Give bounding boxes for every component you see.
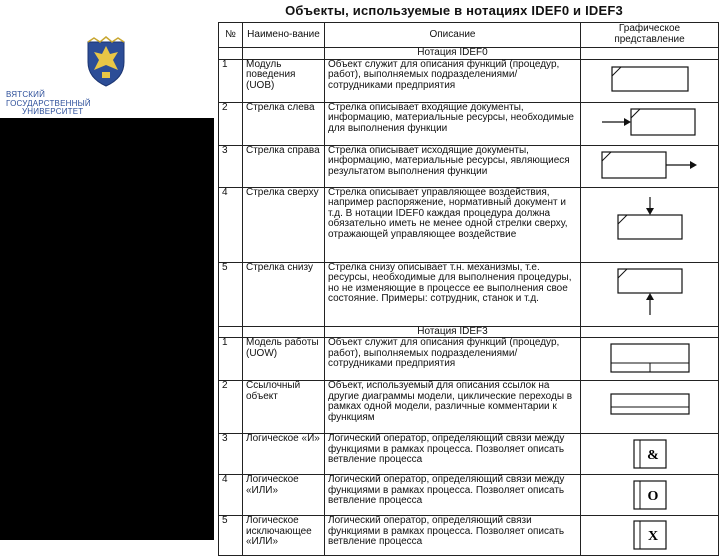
section-row-idef3	[219, 326, 719, 338]
row-desc: Стрелка описывает исходящие документы, информацию, материальные ресурсы, являющиеся результатом выполнения функции	[325, 145, 581, 187]
uow-box-icon	[610, 343, 690, 373]
xor-symbol: X	[647, 529, 658, 545]
graphic-cell	[581, 516, 719, 556]
table-row	[219, 434, 719, 475]
graphic-cell	[581, 145, 719, 187]
row-desc: Стрелка описывает входящие документы, информацию, материальные ресурсы, необходимые для выполнения функции	[325, 102, 581, 145]
table-row	[219, 102, 719, 145]
idef-objects-table	[218, 22, 719, 556]
table-row	[219, 262, 719, 326]
row-desc: Стрелка снизу описывает т.н. механизмы, т.е. ресурсы, необходимые для выполнения процедуры, но не изменяющие в процессе ее выполнения свое состояние. Примеры: сотрудник, станок и т.д.	[325, 262, 581, 326]
row-desc: Объект, используемый для описания ссылок на другие диаграммы модели, циклические переходы в рамках одной модели, различные комментарии к функциям	[325, 381, 581, 434]
university-name-line-1: ВЯТСКИЙ	[6, 90, 46, 99]
arrow-right-output-icon	[600, 150, 700, 180]
graphic-cell	[581, 262, 719, 326]
header-desc: Описание	[325, 23, 581, 48]
row-num: 1	[219, 59, 243, 102]
university-name-line-3: УНИВЕРСИТЕТ	[22, 107, 84, 116]
table-row	[219, 59, 719, 102]
row-name: Логическое «ИЛИ»	[243, 475, 325, 516]
graphic-cell	[581, 381, 719, 434]
row-name: Логическое исключающее «ИЛИ»	[243, 516, 325, 556]
logic-and-junction-icon	[630, 439, 670, 469]
and-symbol: &	[646, 448, 659, 464]
table-header-row	[219, 23, 719, 48]
row-desc: Логический оператор, определяющий связи между функциями в рамках процесса. Позволяет описать ветвление процесса	[325, 475, 581, 516]
row-num: 2	[219, 381, 243, 434]
university-name-line-2: ГОСУДАРСТВЕННЫЙ	[6, 98, 91, 108]
graphic-cell	[581, 475, 719, 516]
row-num: 5	[219, 262, 243, 326]
document-title: Объекты, используемые в нотациях IDEF0 и IDEF3	[285, 3, 623, 18]
logic-xor-junction-icon	[630, 520, 670, 550]
graphic-cell	[581, 59, 719, 102]
table-row	[219, 475, 719, 516]
header-graph: Графическое представление	[581, 23, 719, 48]
arrow-top-control-icon	[610, 196, 690, 242]
logic-or-junction-icon	[630, 480, 670, 510]
section-row-idef0	[219, 48, 719, 60]
header-name: Наимено-вание	[243, 23, 325, 48]
row-name: Ссылочный объект	[243, 381, 325, 434]
row-desc: Логический оператор, определяющий связи функциями в рамках процесса. Позволяет описать ветвление процесса	[325, 516, 581, 556]
row-desc: Стрелка описывает управляющее воздействия, например распоряжение, нормативный документ и т.д. В нотации IDEF0 каждая процедура должна обязательно иметь не менее одной стрелки сверху, отражающей управляющее воздействие	[325, 187, 581, 262]
graphic-cell	[581, 338, 719, 381]
row-num: 1	[219, 338, 243, 381]
row-num: 5	[219, 516, 243, 556]
logo-panel	[0, 0, 214, 118]
table-row	[219, 338, 719, 381]
graphic-cell	[581, 434, 719, 475]
row-num: 3	[219, 434, 243, 475]
table-row	[219, 516, 719, 556]
row-name: Логическое «И»	[243, 434, 325, 475]
row-desc: Объект служит для описания функций (процедур, работ), выполняемых подразделениями/сотрудниками предприятия	[325, 59, 581, 102]
document-page	[214, 0, 720, 548]
referent-box-icon	[610, 393, 690, 415]
graphic-cell	[581, 187, 719, 262]
row-desc: Объект служит для описания функций (процедур, работ), выполняемых подразделениями/сотрудниками предприятия	[325, 338, 581, 381]
header-num: №	[219, 23, 243, 48]
table-row	[219, 381, 719, 434]
row-name: Модель работы (UOW)	[243, 338, 325, 381]
row-name: Стрелка снизу	[243, 262, 325, 326]
row-name: Стрелка сверху	[243, 187, 325, 262]
graphic-cell	[581, 102, 719, 145]
arrow-left-input-icon	[600, 107, 700, 137]
arrow-bottom-mechanism-icon	[610, 267, 690, 317]
row-num: 2	[219, 102, 243, 145]
section-idef3: Нотация IDEF3	[325, 326, 581, 338]
table-row	[219, 187, 719, 262]
or-symbol: O	[647, 489, 658, 505]
university-name	[0, 91, 214, 117]
row-name: Модуль поведения (UOB)	[243, 59, 325, 102]
section-idef0: Нотация IDEF0	[325, 48, 581, 60]
row-num: 4	[219, 187, 243, 262]
row-num: 4	[219, 475, 243, 516]
uob-box-icon	[611, 66, 689, 92]
row-name: Стрелка справа	[243, 145, 325, 187]
row-num: 3	[219, 145, 243, 187]
university-crest-icon	[80, 36, 132, 88]
sidebar	[0, 0, 214, 540]
row-name: Стрелка слева	[243, 102, 325, 145]
table-row	[219, 145, 719, 187]
row-desc: Логический оператор, определяющий связи между функциями в рамках процесса. Позволяет описать ветвление процесса	[325, 434, 581, 475]
